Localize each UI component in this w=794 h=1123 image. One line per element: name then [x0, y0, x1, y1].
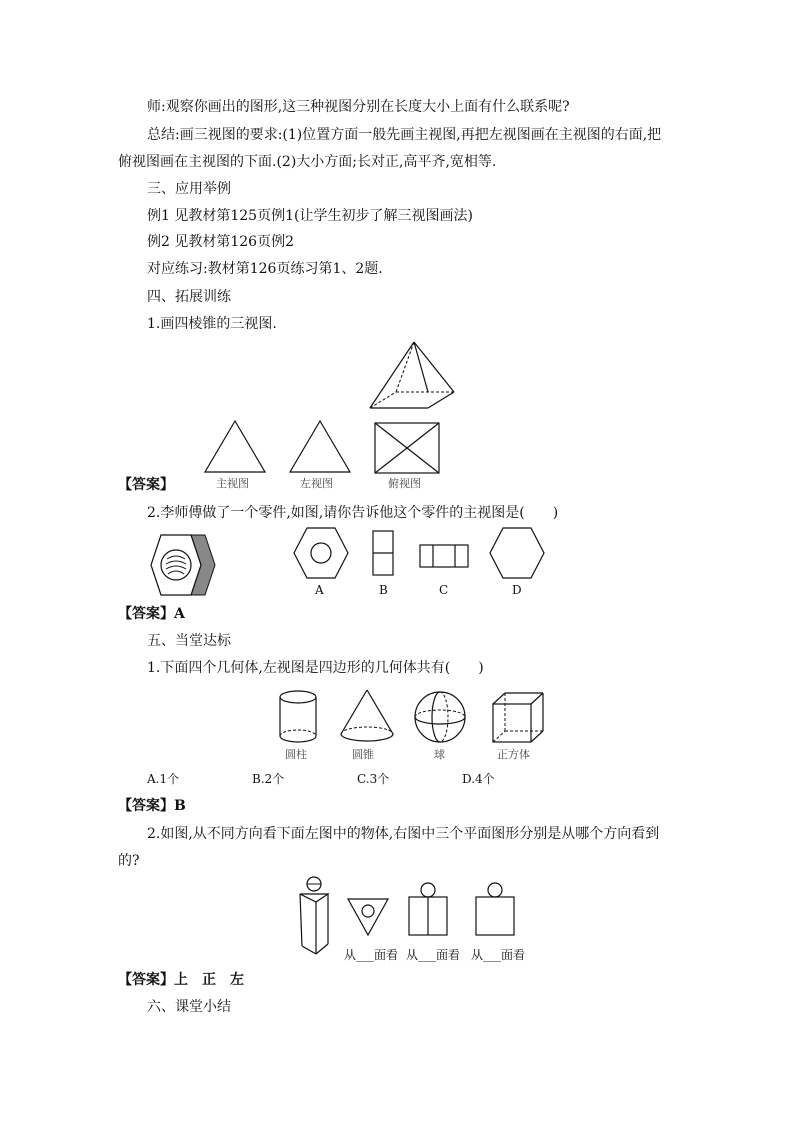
- choice-c: C.3个: [357, 772, 390, 786]
- cylinder-figure: [276, 690, 320, 744]
- section-4-heading: 四、拓展训练: [147, 289, 231, 305]
- left-view-label: 左视图: [300, 477, 333, 490]
- view-label-2: 从___面看: [406, 948, 461, 962]
- section-6-heading: 六、课堂小结: [147, 999, 231, 1015]
- pyramid-figure: [368, 340, 458, 412]
- cone-label: 圆锥: [352, 748, 374, 761]
- option-b-label: B: [379, 583, 388, 597]
- front-view-triangle: [204, 420, 266, 474]
- sphere-figure: [413, 690, 467, 744]
- option-d-figure: [489, 527, 545, 579]
- summary-line-1: 总结:画三视图的要求:(1)位置方面一般先画主视图,再把左视图画在主视图的右面,把: [147, 127, 662, 143]
- cube-figure: [492, 692, 544, 744]
- view-label-1: 从___面看: [344, 948, 399, 962]
- practice-line: 对应练习:教材第126页练习第1、2题.: [147, 261, 383, 277]
- view-label-3: 从___面看: [471, 948, 526, 962]
- top-view-square: [374, 422, 440, 474]
- option-b-figure: [372, 530, 394, 576]
- left-view-triangle: [289, 420, 351, 474]
- hex-nut-figure: [145, 533, 215, 597]
- cone-figure: [338, 688, 396, 744]
- option-a-figure: [293, 527, 349, 579]
- teacher-question: 师:观察你画出的图形,这三种视图分别在长度大小上面有什么联系呢?: [147, 99, 570, 115]
- sphere-label: 球: [434, 748, 445, 761]
- question-3: 1.下面四个几何体,左视图是四边形的几何体共有( ): [147, 660, 484, 676]
- answer-label-1: 【答案】: [118, 477, 174, 493]
- example-1: 例1 见教材第125页例1(让学生初步了解三视图画法): [147, 208, 473, 224]
- option-c-label: C: [439, 583, 449, 597]
- question-4-line-1: 2.如图,从不同方向看下面左图中的物体,右图中三个平面图形分别是从哪个方向看到: [147, 826, 660, 842]
- choice-a: A.1个: [147, 772, 180, 786]
- question-1: 1.画四棱锥的三视图.: [147, 316, 277, 332]
- view-front-figure: [408, 882, 448, 936]
- front-view-label: 主视图: [216, 477, 249, 490]
- option-d-label: D: [512, 583, 522, 597]
- section-5-heading: 五、当堂达标: [147, 633, 231, 649]
- view-top-figure: [347, 898, 389, 936]
- summary-line-2: 俯视图画在主视图的下面.(2)大小方面;长对正,高平齐,宽相等.: [118, 154, 497, 170]
- example-2: 例2 见教材第126页例2: [147, 234, 294, 250]
- option-a-label: A: [315, 583, 324, 597]
- answer-2: 【答案】A: [118, 606, 185, 622]
- answer-4: 【答案】上 正 左: [118, 972, 244, 988]
- question-4-line-2: 的?: [118, 853, 140, 869]
- answer-3: 【答案】B: [118, 798, 186, 814]
- section-3-heading: 三、应用举例: [147, 181, 231, 197]
- choice-b: B.2个: [252, 772, 285, 786]
- cylinder-label: 圆柱: [285, 748, 307, 761]
- prism-with-ball-figure: [296, 876, 332, 956]
- question-2: 2.李师傅做了一个零件,如图,请你告诉他这个零件的主视图是( ): [147, 505, 559, 521]
- option-c-figure: [419, 544, 469, 568]
- view-left-figure: [475, 882, 515, 936]
- cube-label: 正方体: [497, 748, 530, 761]
- choice-d: D.4个: [462, 772, 495, 786]
- top-view-label: 俯视图: [388, 477, 421, 490]
